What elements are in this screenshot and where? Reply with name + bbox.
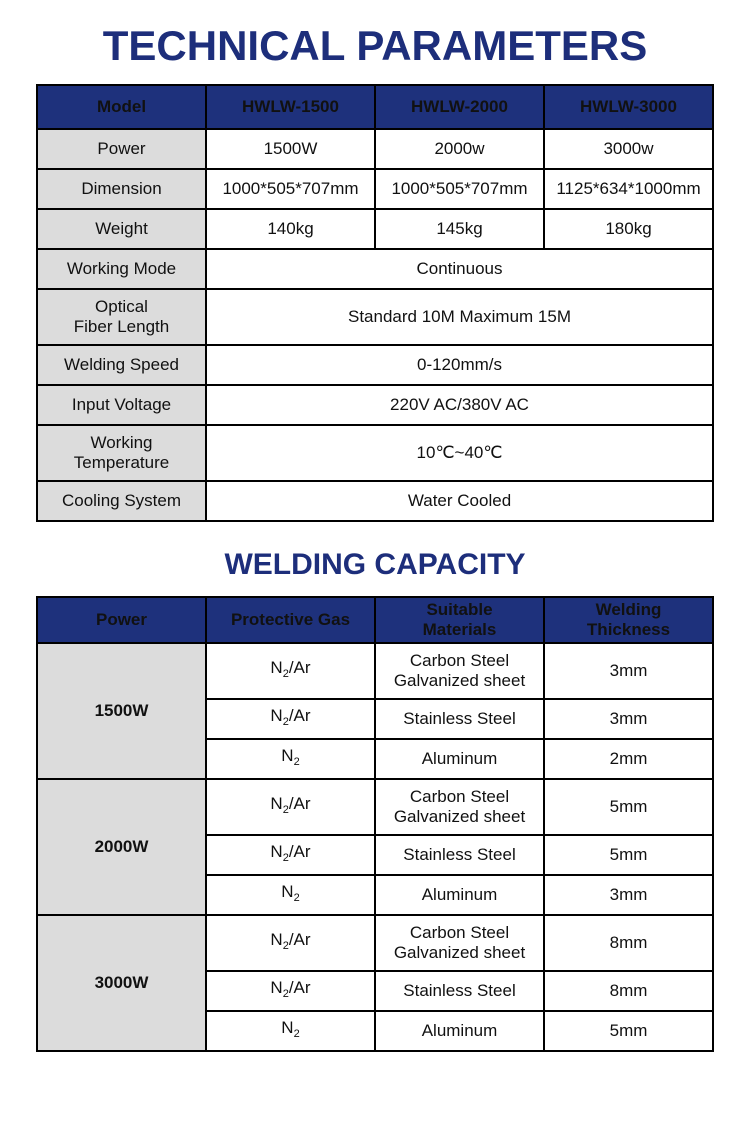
weld-header-line: Welding — [595, 600, 662, 619]
weld-cell-gas: $N_2/Ar$ — [206, 835, 375, 875]
weld-header-suitable-materials — [375, 597, 544, 643]
tech-row-label — [37, 425, 206, 481]
weld-material-line: Carbon Steel — [409, 651, 510, 670]
weld-header-line: Thickness — [586, 620, 671, 639]
weld-power-group-2000w: 2000W — [37, 779, 206, 915]
weld-cell-material — [375, 643, 544, 699]
tech-row-label: Input Voltage — [37, 385, 206, 425]
tech-row-optical-fiber-length — [37, 289, 713, 345]
weld-material-line: Carbon Steel — [409, 787, 510, 806]
tech-row-label: Working Mode — [37, 249, 206, 289]
tech-cell-value: 1500W — [206, 129, 375, 169]
weld-cell-gas: $N_2/Ar$ — [206, 971, 375, 1011]
weld-power-group-1500w: 1500W — [37, 643, 206, 779]
tech-row-label: Weight — [37, 209, 206, 249]
gas-subscript: 2 — [282, 716, 289, 728]
weld-cell-thickness: 3mm — [544, 643, 713, 699]
tech-row-input-voltage — [37, 385, 713, 425]
gas-subscript: 2 — [293, 756, 300, 768]
weld-material-line: Galvanized sheet — [393, 671, 526, 690]
tech-cell-value: Continuous — [206, 249, 713, 289]
tech-cell-value: 1000*505*707mm — [206, 169, 375, 209]
weld-material-line: Galvanized sheet — [393, 807, 526, 826]
weld-cell-material: Aluminum — [375, 1011, 544, 1051]
tech-cell-value: 0-120mm/s — [206, 345, 713, 385]
weld-cell-material: Stainless Steel — [375, 699, 544, 739]
tech-row-label-line: Temperature — [73, 453, 170, 472]
tech-cell-value: 2000w — [375, 129, 544, 169]
weld-cell-thickness: 5mm — [544, 835, 713, 875]
tech-row-label: Power — [37, 129, 206, 169]
tech-cell-value: 180kg — [544, 209, 713, 249]
tech-cell-value: 3000w — [544, 129, 713, 169]
gas-subscript: 2 — [282, 852, 289, 864]
weld-cell-material — [375, 915, 544, 971]
tech-row-label: Cooling System — [37, 481, 206, 521]
weld-cell-thickness: 3mm — [544, 699, 713, 739]
tech-header-hwlw-3000: HWLW-3000 — [544, 85, 713, 129]
weld-cell-gas: $N_2/Ar$ — [206, 779, 375, 835]
weld-cell-gas: $N_2$ — [206, 739, 375, 779]
gas-subscript: 2 — [282, 668, 289, 680]
weld-header-row — [37, 597, 713, 643]
gas-subscript: 2 — [293, 1028, 300, 1040]
tech-header-hwlw-2000: HWLW-2000 — [375, 85, 544, 129]
weld-cell-gas: $N_2/Ar$ — [206, 699, 375, 739]
tech-row-label: Welding Speed — [37, 345, 206, 385]
gas-subscript: 2 — [282, 988, 289, 1000]
technical-parameters-title: TECHNICAL PARAMETERS — [102, 22, 648, 69]
tech-header-model: Model — [37, 85, 206, 129]
weld-cell-gas: $N_2$ — [206, 875, 375, 915]
weld-row — [37, 915, 713, 971]
tech-header-row — [37, 85, 713, 129]
weld-cell-gas: $N_2/Ar$ — [206, 915, 375, 971]
weld-header-protective-gas: Protective Gas — [206, 597, 375, 643]
tech-header-hwlw-1500: HWLW-1500 — [206, 85, 375, 129]
tech-row-label: Dimension — [37, 169, 206, 209]
tech-row-welding-speed — [37, 345, 713, 385]
tech-cell-value: 1000*505*707mm — [375, 169, 544, 209]
tech-cell-value: 140kg — [206, 209, 375, 249]
tech-row-label-line: Optical — [95, 297, 148, 316]
tech-cell-value: 1125*634*1000mm — [544, 169, 713, 209]
weld-cell-material — [375, 779, 544, 835]
tech-row-label-line: Working — [90, 433, 153, 452]
tech-row-label — [37, 289, 206, 345]
weld-cell-thickness: 2mm — [544, 739, 713, 779]
weld-header-welding-thickness — [544, 597, 713, 643]
tech-row-cooling-system — [37, 481, 713, 521]
weld-cell-material: Stainless Steel — [375, 971, 544, 1011]
welding-capacity-title: WELDING CAPACITY — [224, 548, 526, 581]
weld-cell-gas: $N_2/Ar$ — [206, 643, 375, 699]
weld-cell-thickness: 5mm — [544, 1011, 713, 1051]
weld-row — [37, 779, 713, 835]
weld-cell-thickness: 8mm — [544, 971, 713, 1011]
tech-row-dimension — [37, 169, 713, 209]
weld-material-line: Galvanized sheet — [393, 943, 526, 962]
tech-cell-value: 220V AC/380V AC — [206, 385, 713, 425]
tech-row-working-temperature — [37, 425, 713, 481]
tech-row-weight — [37, 209, 713, 249]
tech-row-label-line: Fiber Length — [73, 317, 170, 336]
tech-row-working-mode — [37, 249, 713, 289]
weld-cell-material: Aluminum — [375, 875, 544, 915]
tech-cell-value: Water Cooled — [206, 481, 713, 521]
gas-subscript: 2 — [282, 940, 289, 952]
gas-subscript: 2 — [282, 804, 289, 816]
weld-header-line: Suitable — [426, 600, 493, 619]
weld-header-power: Power — [37, 597, 206, 643]
weld-cell-material: Aluminum — [375, 739, 544, 779]
weld-cell-thickness: 3mm — [544, 875, 713, 915]
tech-row-power — [37, 129, 713, 169]
weld-row — [37, 643, 713, 699]
welding-capacity-table — [36, 596, 714, 1052]
weld-cell-thickness: 5mm — [544, 779, 713, 835]
weld-cell-gas: $N_2$ — [206, 1011, 375, 1051]
technical-parameters-table — [36, 84, 714, 522]
tech-cell-value: Standard 10M Maximum 15M — [206, 289, 713, 345]
tech-cell-value: 10℃~40℃ — [206, 425, 713, 481]
tech-cell-value: 145kg — [375, 209, 544, 249]
weld-cell-material: Stainless Steel — [375, 835, 544, 875]
weld-material-line: Carbon Steel — [409, 923, 510, 942]
gas-subscript: 2 — [293, 892, 300, 904]
weld-power-group-3000w: 3000W — [37, 915, 206, 1051]
weld-header-line: Materials — [422, 620, 497, 639]
weld-cell-thickness: 8mm — [544, 915, 713, 971]
